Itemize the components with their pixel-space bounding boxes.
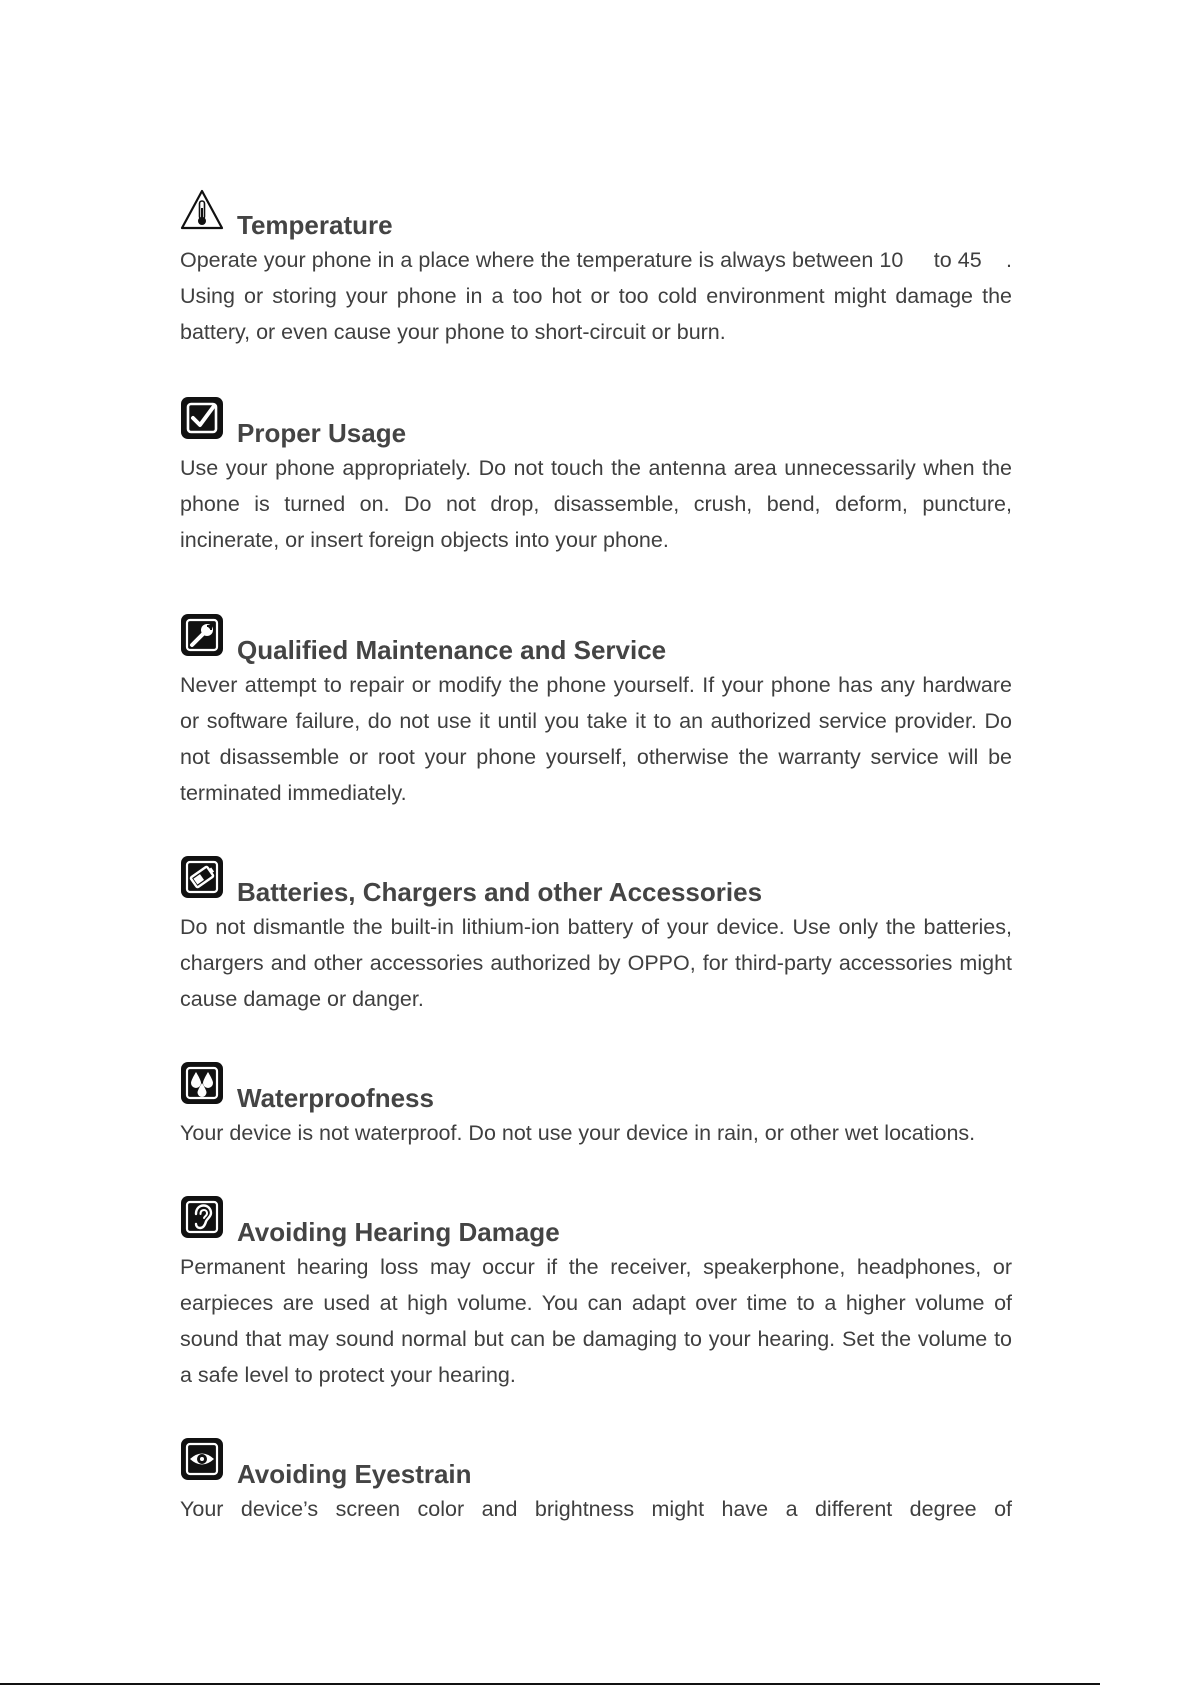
section-body: Permanent hearing loss may occur if the receiver, speakerphone, headphones, or earpieces are used at high volume. You can adapt over time to a higher volume of sound that may sound normal but can be damaging to your hearing. Set the volume to a safe level to protect your hearing. [180, 1255, 1012, 1387]
section-heading [180, 182, 1012, 240]
section-waterproofness [180, 1055, 1012, 1151]
section-heading [180, 607, 1012, 665]
section-title: Batteries, Chargers and other Accessories [237, 877, 763, 907]
section-body: Never attempt to repair or modify the phone yourself. If your phone has any hardware or software failure, do not use it until you take it to an authorized service provider. Do not disassemble or root your phone yourself, otherwise the warranty service will be terminated immediately. [180, 673, 1012, 805]
section-heading [180, 1055, 1012, 1113]
ear-icon [180, 1195, 224, 1239]
eye-icon [180, 1437, 224, 1481]
section-heading [180, 849, 1012, 907]
section-title: Qualified Maintenance and Service [237, 635, 667, 665]
thermometer-warning-icon [180, 188, 224, 232]
section-body: Use your phone appropriately. Do not touch the antenna area unnecessarily when the phone is turned on. Do not drop, disassemble, crush, bend, deform, puncture, incinerate, or insert foreign objects into your phone. [180, 456, 1012, 552]
section-heading [180, 1189, 1012, 1247]
section-title: Avoiding Eyestrain [237, 1459, 472, 1489]
section-proper-usage [180, 390, 1012, 558]
section-title: Waterproofness [237, 1083, 434, 1113]
section-heading [180, 1431, 1012, 1489]
section-body: Operate your phone in a place where the temperature is always between 10 to 45 . Using or storing your phone in a too hot or too cold environment might damage the battery, or even cause your phone to short-circuit or burn. [180, 248, 1030, 344]
section-heading [180, 390, 1012, 448]
section-hearing-damage [180, 1189, 1012, 1393]
section-body: Do not dismantle the built-in lithium-ion battery of your device. Use only the batteries, chargers and other accessories authorized by OPPO, for third-party accessories might cause damage or danger. [180, 915, 1012, 1011]
section-body: Your device is not waterproof. Do not use your device in rain, or other wet locations. [180, 1121, 976, 1145]
section-batteries [180, 849, 1012, 1017]
battery-icon [180, 855, 224, 899]
section-temperature [180, 182, 1030, 350]
section-title: Temperature [237, 210, 393, 240]
section-title: Avoiding Hearing Damage [237, 1217, 560, 1247]
section-title: Proper Usage [237, 418, 407, 448]
water-drops-icon [180, 1061, 224, 1105]
wrench-icon [180, 613, 224, 657]
section-body: Your device’s screen color and brightness might have a different degree of [180, 1497, 1012, 1521]
section-eyestrain [180, 1431, 1012, 1527]
checkmark-icon [180, 396, 224, 440]
section-qualified-maintenance [180, 607, 1012, 811]
